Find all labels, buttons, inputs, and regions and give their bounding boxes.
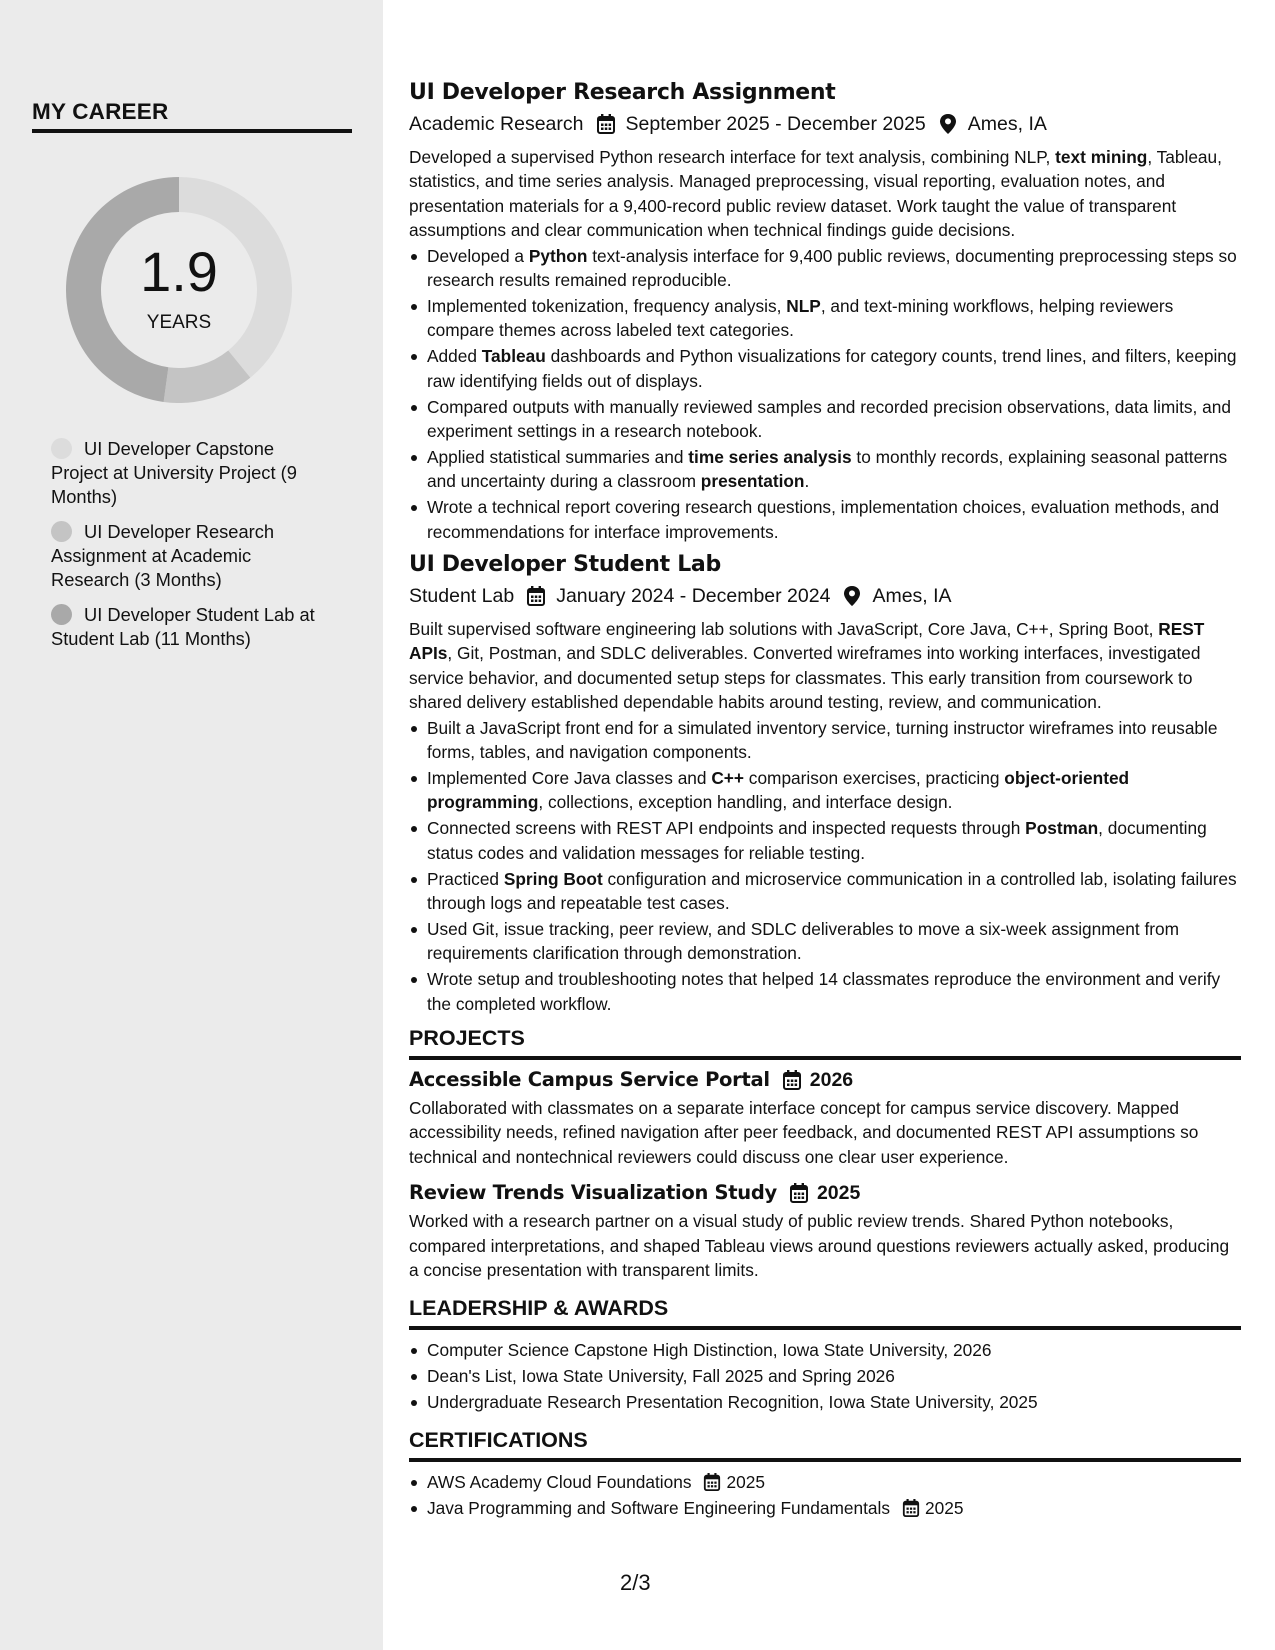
legend-dot [51,438,72,459]
certification-row [427,1470,1241,1494]
projects-heading-rule [409,1056,1241,1060]
job-summary [409,145,1241,243]
certification-row [427,1496,1241,1520]
text-run: Compared outputs with manually reviewed samples and recorded precision observations, data limits, and experiment settings in a research notebook. [427,396,1231,441]
bold-keyword: Spring Boot [503,868,603,889]
job-location: Ames, IA [872,585,952,607]
certification-name: AWS Academy Cloud Foundations [427,1471,692,1492]
calendar-icon [596,113,616,135]
legend-dot [51,604,72,625]
job-organization: Academic Research [409,113,584,135]
job-bullet [409,294,1241,343]
job-bullet-list [409,716,1241,1016]
projects-heading: PROJECTS [409,1026,525,1050]
project-description: Worked with a research partner on a visual study of public review trends. Shared Python notebooks, compared interpretations, and shaped Tableau views around questions reviewers actually asked, producing a concise presentation with transparent limits. [409,1211,1230,1281]
project-entry [409,1179,1241,1282]
job-bullet [409,816,1241,865]
text-run: Built supervised software engineering lab solutions with JavaScript, Core Java, C++, Spring Boot, [409,619,1159,639]
text-run: Developed a [427,245,529,266]
career-legend [51,437,331,662]
text-run: Wrote setup and troubleshooting notes that helped 14 classmates reproduce the environment and verify the completed workflow. [427,969,1221,1014]
text-run: , collections, exception handling, and interface design. [538,792,953,813]
text-run: Implemented tokenization, frequency analysis, [427,295,787,316]
legend-label: UI Developer Student Lab at Student Lab (11 Months) [51,604,315,649]
job-bullet [409,967,1241,1016]
job-location: Ames, IA [967,113,1047,135]
certifications-heading: CERTIFICATIONS [409,1427,588,1452]
bold-keyword: C++ [711,767,744,788]
text-run: to monthly records, explaining seasonal patterns and uncertainty during a classroom [427,446,1228,492]
project-title-row [409,1066,1241,1094]
text-run: Developed a supervised Python research interface for text analysis, combining NLP, [409,147,1056,167]
legend-label: UI Developer Research Assignment at Academic Research (3 Months) [51,521,275,590]
text-run: , documenting status codes and validation messages for reliable testing. [427,818,1207,863]
text-run: . [804,471,810,492]
text-run: Connected screens with REST API endpoints and inspected requests through [427,818,1026,839]
text-run: dashboards and Python visualizations for category counts, trend lines, and filters, keeping raw identifying fields out of displays. [427,346,1237,391]
certifications-list [409,1470,1241,1520]
award-item: Computer Science Capstone High Distinction, Iowa State University, 2026 [409,1338,1241,1362]
job-bullet [409,917,1241,966]
award-item: Undergraduate Research Presentation Recognition, Iowa State University, 2025 [409,1390,1241,1414]
legend-item [51,603,331,651]
legend-item [51,437,331,509]
calendar-icon [703,1472,721,1492]
project-year: 2025 [816,1182,861,1205]
page-number: 2/3 [620,1570,651,1595]
project-year: 2026 [809,1069,854,1091]
certifications-heading-rule [409,1458,1241,1462]
text-run: , Tableau, statistics, and time series analysis. Managed preprocessing, visual reporting, evaluation notes, and presentation materials for a 9,400-record public review dataset. Work taught the value of transparent assumptions and clear communication when technical findings guide decisions. [409,147,1222,241]
certification-item [409,1496,1241,1520]
leadership-heading-rule [409,1326,1241,1330]
leadership-heading: LEADERSHIP & AWARDS [409,1296,669,1321]
text-run: Applied statistical summaries and [427,446,689,467]
certification-item [409,1470,1241,1494]
bold-keyword: REST APIs [409,619,1205,664]
bold-keyword: NLP [786,295,821,316]
job-meta [409,109,1241,139]
text-run: Implemented Core Java classes and [427,767,712,788]
project-title: Review Trends Visualization Study [409,1181,777,1205]
job-bullet [409,867,1241,916]
job-meta [409,581,1241,611]
job-title: UI Developer Research Assignment [409,80,836,105]
job-summary [409,617,1241,715]
job-bullet-list [409,244,1241,544]
project-entry [409,1066,1241,1169]
text-run: Built a JavaScript front end for a simulated inventory service, turning instructor wireframes into reusable forms, tables, and navigation components. [427,717,1218,763]
career-years-value: 1.9 [140,240,218,303]
job-bullet [409,344,1241,393]
bold-keyword: text mining [1055,147,1148,167]
legend-dot [51,521,72,542]
certification-name: Java Programming and Software Engineering Fundamentals [427,1497,891,1518]
text-run: text-analysis interface for 9,400 public reviews, documenting preprocessing steps so research results remained reproducible. [427,245,1237,291]
job-bullet [409,445,1241,494]
career-heading: MY CAREER [32,99,169,124]
legend-label: UI Developer Capstone Project at University Project (9 Months) [51,438,297,507]
job-bullet [409,244,1241,293]
job-bullet [409,495,1241,544]
job-title: UI Developer Student Lab [409,552,721,577]
project-title-row [409,1179,1241,1207]
job-organization: Student Lab [409,585,515,607]
career-heading-rule [32,129,352,133]
bold-keyword: Postman [1025,818,1099,839]
bold-keyword: presentation [700,471,805,492]
calendar-icon [789,1182,809,1204]
text-run: Used Git, issue tracking, peer review, and SDLC deliverables to move a six-week assignment from requirements clarification through demonstration. [427,918,1180,964]
career-years-unit: YEARS [146,312,212,333]
experience-list [409,78,1241,1016]
job-dates: September 2025 - December 2025 [625,113,926,135]
project-title: Accessible Campus Service Portal [409,1068,770,1091]
job-bullet [409,716,1241,765]
job-entry [409,78,1241,544]
text-run: , and text-mining workflows, helping reviewers compare themes across labeled text categories. [427,295,1174,341]
bold-keyword: time series analysis [688,446,852,467]
legend-item [51,520,331,592]
career-sidebar [0,0,383,1650]
bold-keyword: Python [528,245,588,266]
resume-main-content [409,78,1241,1521]
text-run: comparison exercises, practicing [744,767,1005,788]
calendar-icon [902,1498,920,1518]
certification-year: 2025 [726,1471,765,1492]
job-bullet [409,766,1241,815]
text-run: Wrote a technical report covering research questions, implementation choices, evaluation methods, and recommendations for interface improvements. [427,497,1220,542]
calendar-icon [782,1069,802,1091]
map-pin-icon [842,585,862,607]
text-run: configuration and microservice communication in a controlled lab, isolating failures through logs and repeatable test cases. [427,868,1237,913]
projects-list [409,1066,1241,1282]
bold-keyword: object-oriented programming [427,767,1130,813]
project-description: Collaborated with classmates on a separate interface concept for campus service discovery. Mapped accessibility needs, refined navigation after peer feedback, and documented REST API assumptions so technical and nontechnical reviewers could discuss one clear user experience. [409,1098,1199,1167]
job-entry [409,550,1241,1016]
calendar-icon [526,585,546,607]
bold-keyword: Tableau [481,346,546,367]
text-run: Practiced [427,868,504,889]
text-run: , Git, Postman, and SDLC deliverables. Converted wireframes into working interfaces, investigated service behavior, and documented setup steps for classmates. This early transition from coursework to shared delivery established dependable habits around testing, review, and communication. [409,643,1201,713]
certification-year: 2025 [925,1497,964,1518]
award-item: Dean's List, Iowa State University, Fall 2025 and Spring 2026 [409,1364,1241,1388]
map-pin-icon [938,113,958,135]
leadership-list [409,1338,1241,1414]
job-bullet [409,395,1241,444]
text-run: Added [427,346,482,367]
job-dates: January 2024 - December 2024 [556,585,831,607]
